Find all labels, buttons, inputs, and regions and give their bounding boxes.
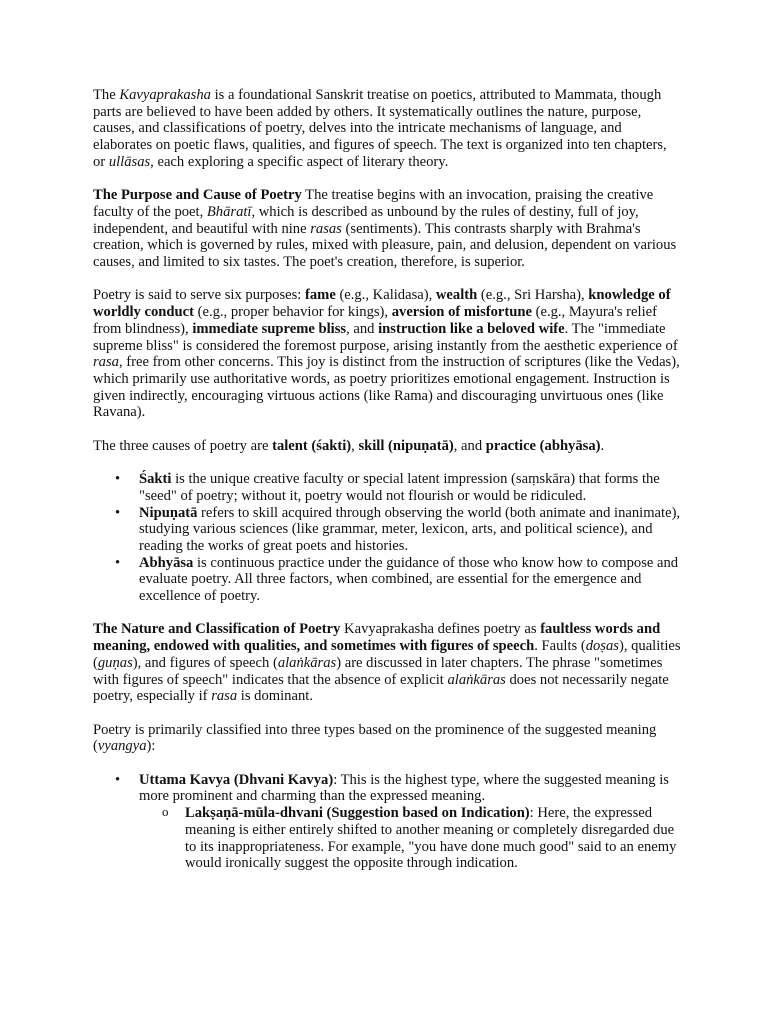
term-bold: Abhyāsa (139, 554, 194, 571)
text: is continuous practice under the guidance of those who know how to compose and evaluate poetry. All three factors, when combined, are essential for the emergence and excellence of poetry. (139, 554, 679, 605)
list-item (93, 471, 681, 504)
text: refers to skill acquired through observing the world (both animate and inanimate), studying various sciences (like grammar, meter, lexicon, arts, and political science), and reading the works of great poets and histories. (139, 504, 681, 554)
text: (e.g., proper behavior for kings), (193, 304, 392, 321)
text: (e.g., Sri Harsha), (477, 287, 589, 304)
text: (sentiments). This contrasts sharply with Brahma's creation, which is governed by rules, mixed with pleasure, pain, and delusion, dependent on various causes, and limited to six tastes. The poet's creation, therefore, is superior. (93, 220, 677, 271)
classification-list (93, 772, 681, 872)
text: Poetry is said to serve six purposes: (93, 287, 305, 304)
term-bold: instruction like a beloved wife (378, 320, 565, 337)
text: . The "immediate supreme bliss" is considered the foremost purpose, arising instantly from the aesthetic experience of (93, 320, 678, 354)
text: is the unique creative faculty or special latent impression (saṃskāra) that forms the "seed" of poetry; without it, poetry would not flourish or would be ridiculed. (139, 471, 660, 504)
term-italic: guṇas (97, 654, 133, 671)
list-item (93, 555, 681, 605)
title-italic: Kavyaprakasha (119, 87, 211, 103)
text: , and (453, 437, 486, 454)
term-bold: immediate supreme bliss (192, 320, 347, 337)
nature-paragraph (93, 621, 681, 705)
term-italic: alaṅkāras (447, 671, 506, 688)
text: . Faults ( (534, 638, 586, 655)
term-bold: talent (śakti) (272, 437, 352, 454)
term-bold: fame (305, 287, 336, 304)
text: , (351, 437, 359, 454)
term-bold: practice (abhyāsa) (485, 437, 601, 454)
term-bold: Śakti (139, 471, 172, 488)
list-item (93, 505, 681, 555)
causes-list (93, 471, 681, 605)
text: is a foundational Sanskrit treatise on poetics, attributed to Mammata, though parts are believed to have been added by others. It systematically outlines the nature, purpose, causes, and classifications of poetry, delves into the intricate mechanisms of language, and elaborates on poetic flaws, qualities, and figures of speech. The text is organized into ten chapters, or (93, 87, 667, 170)
term-bold: Uttama Kavya (Dhvani Kavya) (139, 771, 334, 788)
text: : This is the highest type, where the suggested meaning is more prominent and charming than the expressed meaning. (139, 771, 669, 805)
document-page (93, 87, 681, 889)
term-italic: alaṅkāras (277, 654, 337, 671)
text: Kavyaprakasha defines poetry as (340, 621, 541, 638)
term-bold: skill (nipuṇatā) (358, 437, 454, 454)
term-italic: rasa (93, 354, 119, 371)
text: , each exploring a specific aspect of literary theory. (150, 153, 449, 170)
text: . (600, 437, 605, 454)
text: does not necessarily negate poetry, especially if (93, 671, 669, 705)
list-item (93, 772, 681, 872)
text: ) are discussed in later chapters. The phrase "sometimes with figures of speech" indicates that the absence of explicit (93, 654, 663, 688)
text: The three causes of poetry are (93, 437, 273, 454)
text: is dominant. (237, 688, 313, 705)
text: The (93, 87, 120, 103)
term-italic: rasa (211, 688, 238, 705)
classification-paragraph (93, 722, 681, 755)
sub-list-item (139, 805, 681, 872)
term-italic: vyangya (97, 738, 147, 755)
term-bold: knowledge of worldly conduct (93, 287, 671, 321)
text: , free from other concerns. This joy is distinct from the instruction of scriptures (like the Vedas), which primarily use authoritative words, as poetry prioritizes emotional engagement. Instruction is given indirectly, encouraging virtuous actions (like Rama) and discouraging unvirtuous ones (like Ravana). (93, 354, 680, 421)
text: (e.g., Kalidasa), (335, 287, 436, 304)
text: ), and figures of speech ( (132, 654, 278, 671)
six-purposes-paragraph (93, 287, 681, 421)
text: : Here, the expressed meaning is either entirely shifted to another meaning or completely disregarded due to its inappropriateness. For example, "you have done much good" said to an enemy would ironically suggest the opposite through indication. (185, 805, 677, 872)
term-italic: rasas (310, 220, 342, 237)
text: (e.g., Mayura's relief from blindness), (93, 304, 657, 337)
text: , which is described as unbound by the rules of destiny, full of joy, independent, and beautiful with nine (93, 203, 639, 237)
intro-paragraph (93, 87, 681, 171)
causes-paragraph (93, 438, 681, 455)
term-bold: wealth (435, 287, 478, 304)
text: , and (346, 320, 379, 337)
purpose-paragraph (93, 187, 681, 271)
term-bold: Lakṣaṇā-mūla-dhvani (Suggestion based on Indication) (185, 805, 530, 822)
term-bold: aversion of misfortune (391, 304, 532, 321)
term-italic: doṣas (585, 638, 619, 655)
term-italic: ullāsas (108, 153, 151, 170)
term-bold: Nipuṇatā (139, 504, 198, 521)
sub-list (139, 805, 681, 872)
term-bold: faultless words and meaning, endowed with qualities, and sometimes with figures of speech (93, 621, 661, 655)
section-heading: The Nature and Classification of Poetry (93, 621, 341, 638)
text: The treatise begins with an invocation, praising the creative faculty of the poet, (93, 187, 654, 220)
text: ): (146, 738, 156, 755)
text: ), qualities ( (93, 638, 681, 671)
section-heading: The Purpose and Cause of Poetry (93, 187, 302, 204)
term-italic: Bhāratī (206, 203, 252, 220)
text: Poetry is primarily classified into three types based on the prominence of the suggested meaning ( (93, 721, 657, 755)
